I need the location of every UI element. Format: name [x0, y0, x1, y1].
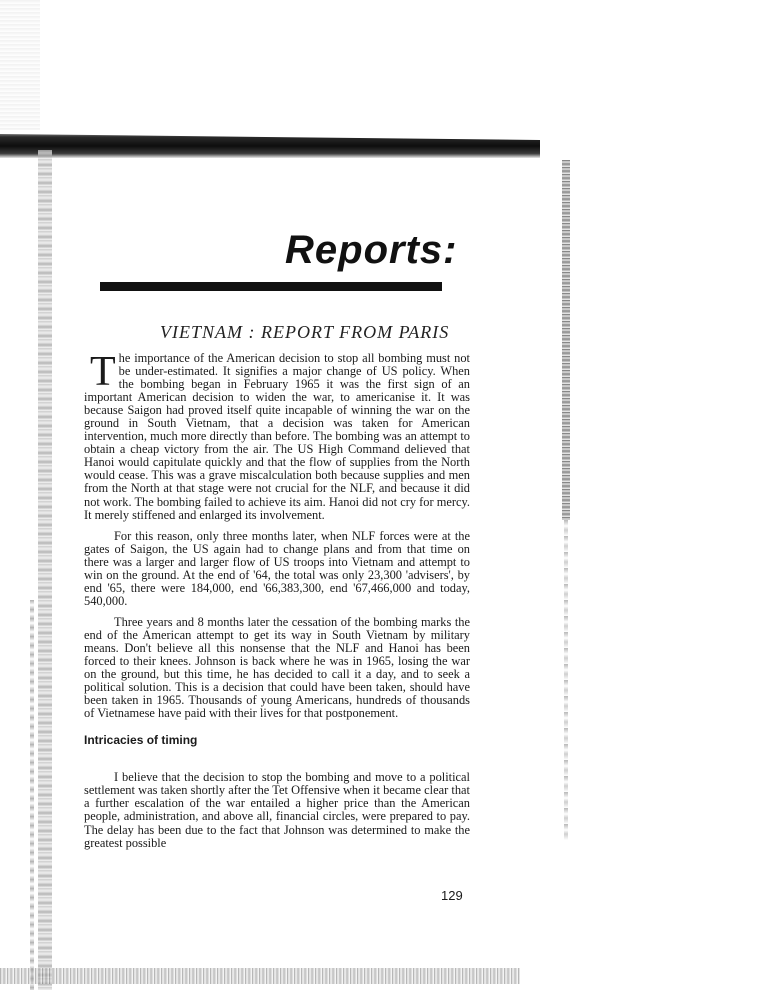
paragraph-1-text: he importance of the American decision to stop all bombing must not be under-estimated. It signifies a major change of US policy. When the bombing began in February 1965 it was the first sign of an important American decision to widen the war, to americanise it. It was because Saigon had proved itself quite incapable of winning the war on the ground in South Vietnam, that a decision was taken for American intervention, much more directly than before. The bombing was an attempt to obtain a cheap victory from the air. The US High Command delieved that Hanoi would capitulate quickly and that the flow of supplies from the North would cease. This was a grave miscalculation both because supplies and men from the North at that stage were not crucial for the NLF, and because it did not work. The bombing failed to achieve its aim. Hanoi did not cry for mercy. It merely stiffened and enlarged its involvement. — [84, 351, 470, 522]
page-number: 129 — [441, 888, 463, 903]
drop-cap: T — [90, 349, 116, 395]
scan-artifact-bottom-strip — [0, 968, 520, 984]
scan-artifact-right-edge-lower — [564, 520, 568, 840]
heading-rule — [100, 282, 442, 291]
scan-artifact-top-band — [0, 128, 540, 158]
scan-artifact-right-edge — [562, 160, 570, 520]
section-heading: Reports: — [285, 228, 458, 272]
scan-artifact-left-edge — [38, 150, 52, 990]
scan-artifact-left-edge-thin — [30, 600, 34, 990]
paragraph-4: I believe that the decision to stop the bombing and move to a political settlement was taken shortly after the Tet Offensive when it became clear that a further escalation of the war entailed a higher price than the American people, administration, and above all, financial circles, were prepared to pay. The delay has been due to the fact that Johnson was determined to make the greatest possible — [84, 770, 470, 850]
article-body — [84, 349, 470, 850]
subheading: Intricacies of timing — [84, 733, 198, 748]
paragraph-1 — [84, 349, 470, 522]
article-title: VIETNAM : REPORT FROM PARIS — [160, 322, 450, 342]
paragraph-3: Three years and 8 months later the cessation of the bombing marks the end of the American attempt to get its way in South Vietnam by military means. Don't believe all this nonsense that the NLF and Hanoi has been forced to their knees. Johnson is back where he was in 1965, losing the war on the ground, but this time, he has decided to call it a day, and to seek a political solution. This is a decision that could have been taken, should have been taken in 1965. Thousands of young Americans, hundreds of thousands of Vietnamese have paid with their lives for that postponement. — [84, 614, 470, 721]
scan-artifact-corner — [0, 0, 40, 130]
paragraph-2: For this reason, only three months later, when NLF forces were at the gates of Saigon, the US again had to change plans and from that time on there was a larger and larger flow of US troops into Vietnam and attempt to win on the ground. At the end of '64, the total was only 23,300 'advisers', by end '65, there were 184,000, end '66,383,300, end '67,466,000 and today, 540,000. — [84, 528, 470, 608]
